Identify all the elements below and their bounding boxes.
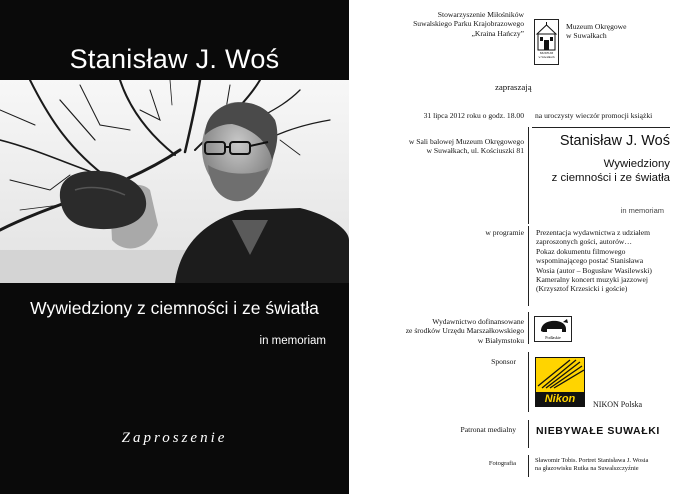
book-title: Wywiedziony z ciemności i ze światła (551, 158, 670, 184)
museum-name: Muzeum Okręgowe w Suwałkach (566, 22, 627, 41)
author-portrait-photo (0, 80, 349, 283)
media-divider (528, 420, 529, 448)
cover-book-title: Wywiedziony z ciemności i ze światła (30, 298, 319, 318)
book-memoriam: in memoriam (620, 206, 664, 215)
book-author: Stanisław J. Woś (559, 133, 670, 149)
photo-credit-label: Fotografia (488, 460, 516, 467)
photo-credit-divider (528, 455, 529, 477)
sponsor-divider (528, 352, 529, 412)
event-description: na uroczysty wieczór promocji książki (535, 111, 653, 120)
cover-invitation-label: Zaproszenie (121, 430, 228, 446)
niebywale-suwalki-logo: NIEBYWAŁE SUWAŁKI (536, 425, 660, 437)
association-name: Stowarzyszenie Miłośników Suwalskiego Parku Krajobrazowego „Kraina Hańczy” (413, 10, 524, 38)
cover-panel (0, 0, 349, 494)
book-block-divider (528, 127, 529, 224)
cover-memoriam: in memoriam (259, 335, 326, 347)
funding-note: Wydawnictwo dofinansowane ze środków Urzędu Marszałkowskiego w Białymstoku (405, 317, 524, 345)
podlaskie-logo: Podlaskie (534, 316, 572, 342)
program-divider (528, 226, 529, 306)
nikon-logo: Nikon (535, 357, 585, 407)
event-venue: w Sali balowej Muzeum Okręgowego w Suwałkach, ul. Kościuszki 81 (408, 137, 524, 156)
media-patron-label: Patronat medialny (460, 425, 516, 434)
funding-divider (528, 312, 529, 344)
invite-verb: zapraszają (495, 82, 532, 92)
program-items: Prezentacja wydawnictwa z udziałem zaproszonych gości, autorów… Pokaz dokumentu filmowego wspominającego postać Stanisława Wosia (autor – Bogusław Wasilewski) Kameralny koncert muzyki jazzowej (Krzysztof Krzesicki i goście) (536, 228, 652, 294)
photo-credit: Sławomir Tobis. Portret Stanisława J. Wosia na głazowisku Rutka na Suwalszczyźnie (535, 457, 649, 472)
sponsor-name: NIKON Polska (593, 400, 643, 409)
program-label: w programie (485, 228, 524, 237)
museum-logo: MUZEUM w Suwałkach (534, 19, 559, 65)
sponsor-label: Sponsor (491, 357, 516, 366)
event-date: 31 lipca 2012 roku o godz. 18.00 (423, 111, 524, 120)
book-block-top-rule (532, 127, 670, 128)
cover-author: Stanisław J. Woś (69, 44, 280, 74)
